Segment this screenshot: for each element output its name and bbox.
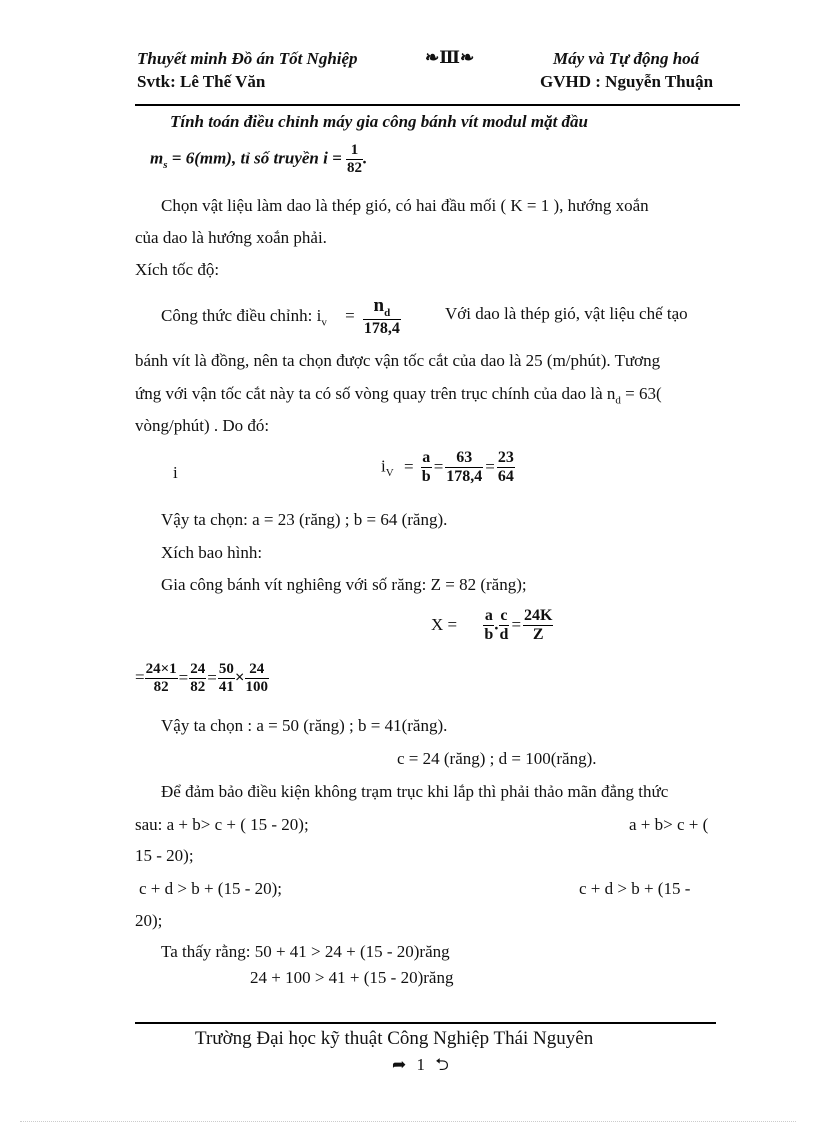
speed-paragraph-3: vòng/phút) . Do đó: bbox=[135, 416, 270, 435]
material-paragraph-cont: của dao là hướng xoắn phải. bbox=[135, 228, 327, 247]
check-2: 24 + 100 > 41 + (15 - 20)răng bbox=[250, 968, 454, 987]
header-student: Svtk: Lê Thế Văn bbox=[137, 72, 266, 91]
iv-equation: $i_V$ = $\frac{a}{b}$ = $\frac{63}{178,4}$ = $\frac{23}{64}$ bbox=[381, 449, 514, 485]
condition-2-wrap: 20); bbox=[135, 911, 163, 930]
header-advisor: GVHD : Nguyễn Thuận bbox=[540, 72, 714, 91]
material-paragraph: Chọn vật liệu làm dao là thép gió, có hai đầu mối ( K = 1 ), hướng xoắn bbox=[161, 196, 649, 215]
section-heading: Tính toán điều chỉnh máy gia công bánh vít modul mặt đầu bbox=[170, 112, 588, 131]
header-doc-title: Thuyết minh Đồ án Tốt Nghiệp bbox=[137, 49, 358, 68]
condition-1-dup: a + b> c + ( bbox=[629, 815, 709, 834]
lone-i: i bbox=[173, 463, 178, 482]
speed-paragraph: bánh vít là đồng, nên ta chọn được vận tốc cắt của dao là 25 (m/phút). Tương bbox=[135, 351, 661, 370]
adjust-formula: Công thức điều chỉnh: $i_v$ = $\frac{n_d}{178,4}$ bbox=[161, 295, 400, 338]
arrow-return-icon: ⮌ bbox=[435, 1055, 449, 1074]
choose-envelope-gears-1: Vậy ta chọn : a = 50 (răng) ; b = 41(răng). bbox=[161, 716, 448, 735]
choose-speed-gears: Vậy ta chọn: a = 23 (răng) ; b = 64 (răng). bbox=[161, 510, 448, 529]
module-line: $m_s = 6(mm)$, tỉ số truyền i = $\frac{1}{82}$ . bbox=[150, 142, 368, 176]
speed-chain-heading: Xích tốc độ: bbox=[135, 260, 220, 279]
ratio-chain: = $\frac{24\times 1}{82}$ = $\frac{24}{82}$ = $\frac{50}{41}$ × $\frac{24}{100}$ bbox=[135, 661, 269, 695]
check-1: Ta thấy rằng: 50 + 41 > 24 + (15 - 20)răng bbox=[161, 942, 450, 961]
footer-school: Trường Đại học kỹ thuật Công Nghiệp Thái Nguyên bbox=[195, 1028, 594, 1049]
choose-envelope-gears-2: c = 24 (răng) ; d = 100(răng). bbox=[397, 749, 597, 768]
page-bottom-dotted bbox=[20, 1121, 796, 1122]
arrow-right-icon: ➦ bbox=[392, 1055, 407, 1074]
condition-1-wrap: 15 - 20); bbox=[135, 846, 194, 865]
header-subject: Máy và Tự động hoá bbox=[553, 49, 700, 68]
worm-teeth-line: Gia công bánh vít nghiêng với số răng: Z = 82 (răng); bbox=[161, 575, 527, 594]
condition-2: c + d > b + (15 - 20); bbox=[139, 879, 283, 898]
header-ornament-icon: ❧Ⅲ❧ bbox=[425, 48, 475, 67]
condition-intro: Để đảm bảo điều kiện không trạm trục khi lắp thì phải thảo mãn đẳng thức bbox=[161, 782, 669, 801]
header-rule bbox=[135, 104, 740, 106]
envelope-chain-heading: Xích bao hình: bbox=[161, 543, 263, 562]
speed-paragraph-2: ứng với vận tốc cắt này ta có số vòng quay trên trục chính của dao là $n_d = 63$( bbox=[135, 384, 662, 407]
condition-2-dup: c + d > b + (15 - bbox=[579, 879, 691, 898]
x-equation: X = $\frac{a}{b}$ . $\frac{c}{d}$ = $\frac{24K}{Z}$ bbox=[431, 607, 553, 643]
adjust-formula-text: Với dao là thép gió, vật liệu chế tạo bbox=[445, 304, 688, 323]
condition-1: sau: a + b> c + ( 15 - 20); bbox=[135, 815, 309, 834]
footer-page bbox=[392, 1052, 449, 1081]
page-number: 1 bbox=[416, 1055, 425, 1074]
footer-rule bbox=[135, 1022, 716, 1024]
